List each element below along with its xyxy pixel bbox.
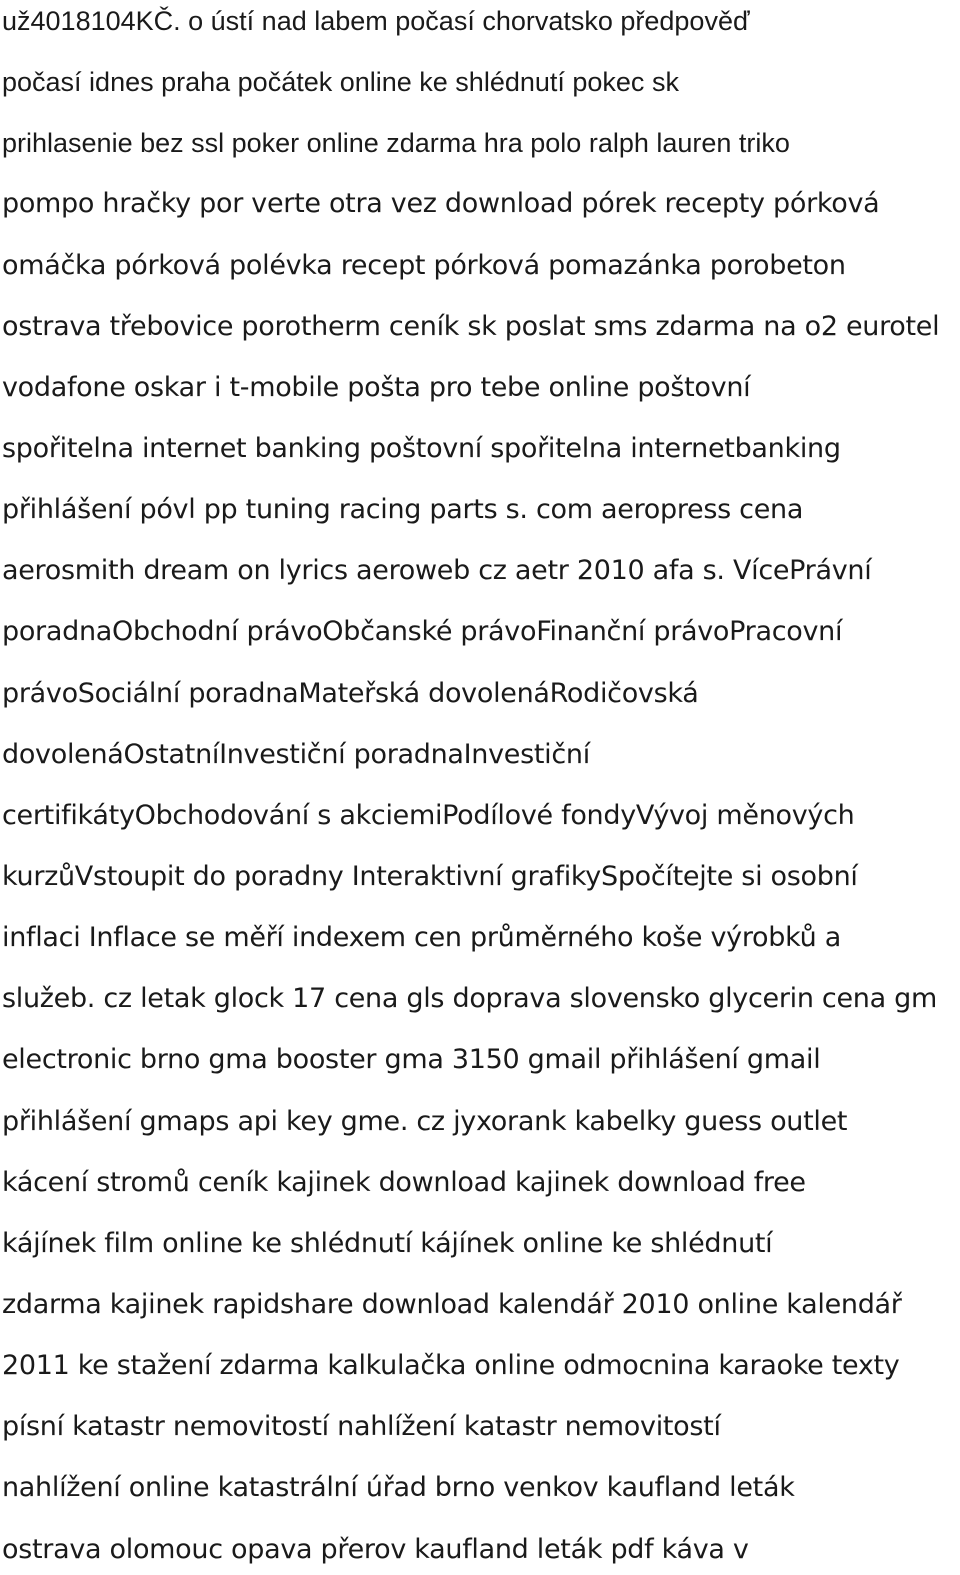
text-line: certifikátyObchodování s akciemiPodílové fondyVývoj měnových bbox=[2, 799, 855, 831]
text-line: ostrava třebovice porotherm ceník sk poslat sms zdarma na o2 eurotel bbox=[2, 310, 940, 342]
document-body bbox=[2, 0, 958, 1575]
text-line: kácení stromů ceník kajinek download kajinek download free bbox=[2, 1166, 806, 1198]
text-line: 2011 ke stažení zdarma kalkulačka online odmocnina karaoke texty bbox=[2, 1350, 900, 1382]
text-line: spořitelna internet banking poštovní spořitelna internetbanking bbox=[2, 432, 841, 464]
text-line: už4018104KČ. o ústí nad labem počasí chorvatsko předpověď bbox=[2, 6, 750, 36]
text-line: pompo hračky por verte otra vez download pórek recepty pórková bbox=[2, 188, 880, 220]
text-line: přihlášení póvl pp tuning racing parts s. com aeropress cena bbox=[2, 494, 804, 526]
text-line: omáčka pórková polévka recept pórková pomazánka porobeton bbox=[2, 249, 846, 281]
text-line: přihlášení gmaps api key gme. cz jyxorank kabelky guess outlet bbox=[2, 1105, 848, 1137]
text-line: kurzůVstoupit do poradny Interaktivní grafikySpočítejte si osobní bbox=[2, 860, 858, 892]
text-line: vodafone oskar i t-mobile pošta pro tebe online poštovní bbox=[2, 371, 751, 403]
text-line: dovolenáOstatníInvestiční poradnaInvestiční bbox=[2, 738, 590, 770]
text-line: electronic brno gma booster gma 3150 gmail přihlášení gmail bbox=[2, 1044, 821, 1076]
text-line: inflaci Inflace se měří indexem cen průměrného koše výrobků a bbox=[2, 922, 841, 954]
text-line: ostrava olomouc opava přerov kaufland leták pdf káva v bbox=[2, 1533, 749, 1565]
text-line: poradnaObchodní právoObčanské právoFinanční právoPracovní bbox=[2, 616, 843, 648]
text-line: služeb. cz letak glock 17 cena gls doprava slovensko glycerin cena gm bbox=[2, 983, 937, 1015]
text-line: právoSociální poradnaMateřská dovolenáRodičovská bbox=[2, 677, 699, 709]
text-line: prihlasenie bez ssl poker online zdarma hra polo ralph lauren triko bbox=[2, 128, 790, 159]
text-line: aerosmith dream on lyrics aeroweb cz aetr 2010 afa s. VícePrávní bbox=[2, 555, 872, 587]
text-line: zdarma kajinek rapidshare download kalendář 2010 online kalendář bbox=[2, 1288, 902, 1320]
text-line: kájínek film online ke shlédnutí kájínek online ke shlédnutí bbox=[2, 1227, 773, 1259]
text-line: nahlížení online katastrální úřad brno venkov kaufland leták bbox=[2, 1472, 795, 1504]
text-line: počasí idnes praha počátek online ke shlédnutí pokec sk bbox=[2, 67, 679, 98]
text-line: písní katastr nemovitostí nahlížení katastr nemovitostí bbox=[2, 1411, 721, 1443]
